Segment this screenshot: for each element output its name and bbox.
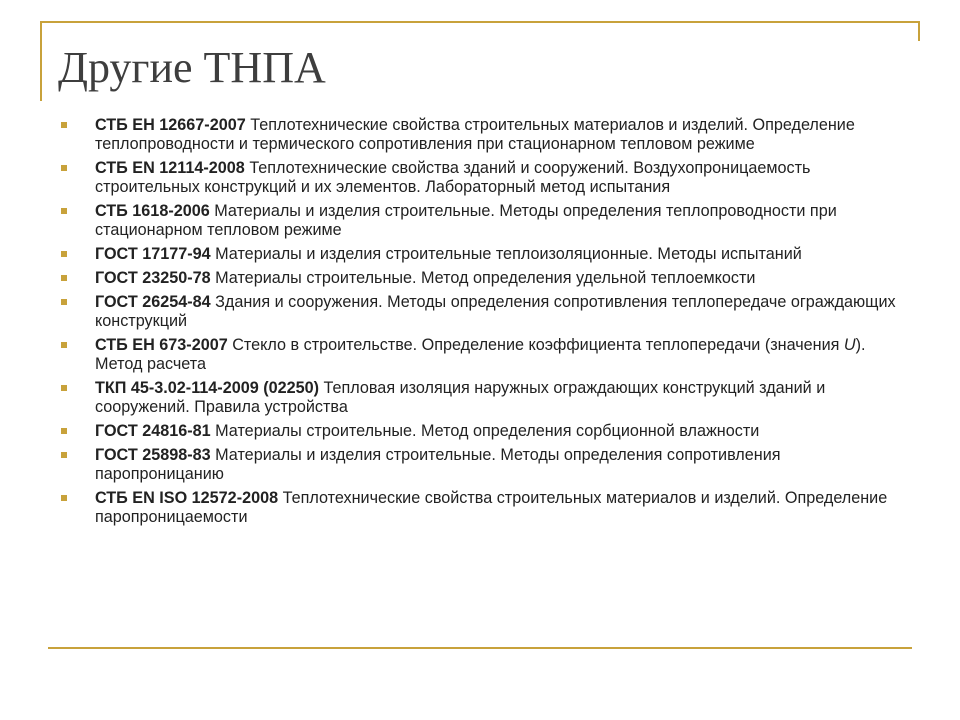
list-item [58, 293, 908, 331]
square-bullet-icon [61, 342, 67, 348]
list-item [58, 422, 908, 441]
list-item [58, 116, 908, 154]
list-item [58, 159, 908, 197]
standard-title: Материалы и изделия строительные теплоизоляционные. Методы испытаний [215, 245, 802, 263]
frame-line-right [918, 21, 920, 41]
standard-code: СТБ ЕН 673-2007 [95, 336, 228, 354]
frame-line-left [40, 21, 42, 101]
standard-code: СТБ EN ISO 12572-2008 [95, 489, 279, 507]
list-item [58, 446, 908, 484]
standard-title: Теплотехнические свойства зданий и сооружений. Воздухопроницаемость строительных конструкций и их элементов. Лабораторный метод испытания [95, 159, 811, 196]
standard-title: Теплотехнические свойства строительных материалов и изделий. Определение теплопроводности и термического сопротивления при стационарном тепловом режиме [95, 116, 855, 153]
standard-code: ГОСТ 26254-84 [95, 293, 211, 311]
standard-code: ГОСТ 24816-81 [95, 422, 211, 440]
standard-title: Материалы и изделия строительные. Методы определения сопротивления паропроницанию [95, 446, 781, 483]
standard-title: Материалы строительные. Метод определения сорбционной влажности [215, 422, 760, 440]
square-bullet-icon [61, 122, 67, 128]
square-bullet-icon [61, 452, 67, 458]
standard-code: ГОСТ 17177-94 [95, 245, 211, 263]
square-bullet-icon [61, 251, 67, 257]
standard-title: Теплотехнические свойства строительных материалов и изделий. Определение паропроницаемости [95, 489, 888, 526]
list-item [58, 245, 908, 264]
standard-title-end: ). Метод расчета [95, 336, 866, 373]
standard-code: СТБ EN 12114-2008 [95, 159, 245, 177]
standard-title: Тепловая изоляция наружных ограждающих конструкций зданий и сооружений. Правила устройства [95, 379, 826, 416]
list-item [58, 336, 908, 374]
list-item [58, 489, 908, 527]
square-bullet-icon [61, 428, 67, 434]
list-item [58, 202, 908, 240]
square-bullet-icon [61, 165, 67, 171]
standard-title: Стекло в строительстве. Определение коэффициента теплопередачи (значения [232, 336, 844, 354]
standard-code: ГОСТ 25898-83 [95, 446, 211, 464]
square-bullet-icon [61, 495, 67, 501]
standard-code: СТБ 1618-2006 [95, 202, 210, 220]
frame-line-bottom [48, 647, 912, 649]
standard-title: Материалы и изделия строительные. Методы определения теплопроводности при стационарном тепловом режиме [95, 202, 837, 239]
square-bullet-icon [61, 208, 67, 214]
standard-code: ТКП 45-3.02-114-2009 (02250) [95, 379, 320, 397]
standard-code: ГОСТ 23250-78 [95, 269, 211, 287]
slide-title: Другие ТНПА [58, 43, 326, 92]
standard-code: СТБ ЕН 12667-2007 [95, 116, 246, 134]
standards-list [58, 116, 908, 532]
square-bullet-icon [61, 275, 67, 281]
standard-title: Здания и сооружения. Методы определения сопротивления теплопередаче ограждающих конструкций [95, 293, 896, 330]
square-bullet-icon [61, 385, 67, 391]
square-bullet-icon [61, 299, 67, 305]
standard-title: Материалы строительные. Метод определения удельной теплоемкости [215, 269, 756, 287]
list-item [58, 379, 908, 417]
u-symbol: U [843, 336, 856, 354]
frame-line-top [40, 21, 920, 23]
list-item [58, 269, 908, 288]
